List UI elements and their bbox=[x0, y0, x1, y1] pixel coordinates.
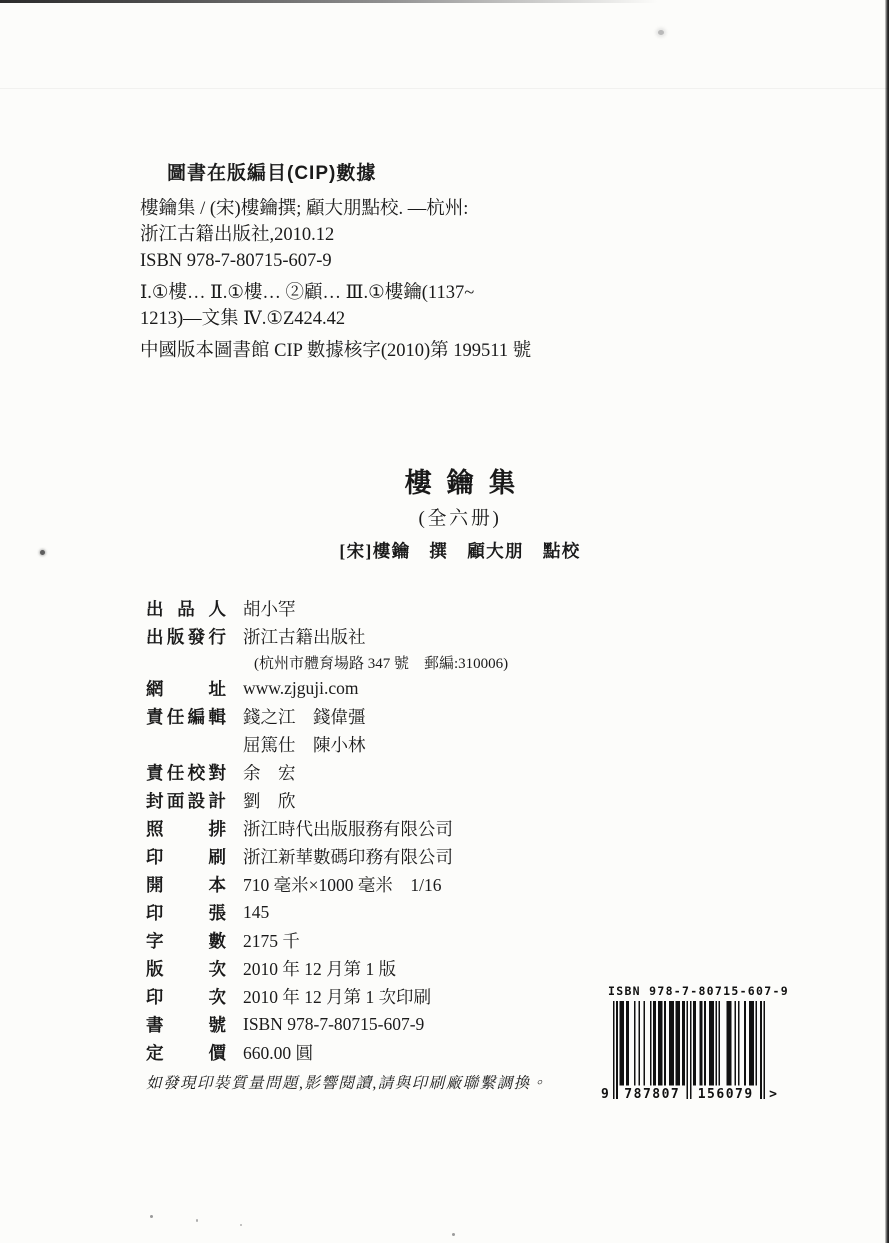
scan-dot bbox=[658, 30, 664, 35]
row-label: 定價 bbox=[146, 1042, 226, 1063]
barcode-isbn-label: ISBN 978-7-80715-607-9 bbox=[608, 984, 789, 998]
row-label: 印次 bbox=[146, 986, 226, 1007]
row-value: 145 bbox=[243, 901, 270, 922]
title-block bbox=[100, 468, 820, 562]
scan-dot bbox=[452, 1233, 455, 1236]
colophon-row bbox=[146, 594, 706, 622]
cip-heading: 圖書在版編目(CIP)數據 bbox=[167, 163, 377, 184]
barcode-digit-group: 787807 bbox=[624, 1087, 681, 1102]
row-value: 浙江古籍出版社 bbox=[243, 626, 366, 647]
row-value: www.zjguji.com bbox=[243, 677, 359, 698]
colophon-row bbox=[146, 702, 706, 730]
row-value: 2010 年 12 月第 1 版 bbox=[243, 958, 397, 979]
cip-line: 浙江古籍出版社,2010.12 bbox=[140, 225, 335, 245]
row-label: 開本 bbox=[146, 874, 226, 895]
colophon-row bbox=[146, 926, 706, 954]
scan-top-edge-line bbox=[0, 0, 658, 3]
row-label: 版次 bbox=[146, 958, 226, 979]
row-value: 2010 年 12 月第 1 次印刷 bbox=[243, 986, 432, 1007]
row-value: 2175 千 bbox=[243, 930, 300, 951]
barcode-bars bbox=[613, 1001, 765, 1099]
cip-line: Ⅰ.①樓… Ⅱ.①樓… ②顧… Ⅲ.①樓鑰(1137~ bbox=[140, 283, 475, 303]
quality-note: 如發現印裝質量問題,影響閱讀,請與印刷廠聯繫調換。 bbox=[146, 1075, 548, 1092]
colophon-row-continuation bbox=[146, 730, 706, 758]
cip-line: ISBN 978-7-80715-607-9 bbox=[140, 251, 332, 271]
row-value: 浙江新華數碼印務有限公司 bbox=[243, 846, 453, 867]
cip-line: 樓鑰集 / (宋)樓鑰撰; 顧大朋點校. —杭州: bbox=[140, 199, 469, 219]
colophon-row bbox=[146, 954, 706, 982]
volume-note: (全六册) bbox=[418, 508, 502, 529]
scan-right-edge-line bbox=[885, 0, 889, 1243]
barcode bbox=[600, 984, 789, 1102]
barcode-bars-wrap bbox=[601, 1001, 777, 1102]
cip-classification bbox=[140, 280, 670, 332]
row-value: ISBN 978-7-80715-607-9 bbox=[243, 1013, 425, 1034]
scan-dot bbox=[196, 1219, 198, 1222]
cip-registry bbox=[140, 338, 670, 364]
cip-line: 1213)—文集 Ⅳ.①Z424.42 bbox=[140, 309, 346, 329]
row-value: 胡小罕 bbox=[243, 598, 296, 619]
scan-faint-band bbox=[0, 88, 889, 89]
row-label: 責任校對 bbox=[146, 762, 226, 783]
colophon-row bbox=[146, 842, 706, 870]
author-line: [宋]樓鑰 撰 顧大朋 點校 bbox=[339, 541, 581, 561]
scan-dot bbox=[240, 1224, 242, 1226]
book-title: 樓鑰集 bbox=[404, 468, 531, 498]
colophon-row bbox=[146, 622, 706, 650]
row-label: 印張 bbox=[146, 902, 226, 923]
colophon-row bbox=[146, 758, 706, 786]
row-value: 錢之江 錢偉彊 bbox=[243, 706, 366, 727]
row-label: 封面設計 bbox=[146, 790, 226, 811]
row-value: 660.00 圓 bbox=[243, 1042, 313, 1063]
colophon-row bbox=[146, 814, 706, 842]
row-value: 余 宏 bbox=[243, 762, 296, 783]
row-value: 屈篤仕 陳小林 bbox=[243, 734, 366, 755]
colophon-row bbox=[146, 898, 706, 926]
barcode-right-mark: > bbox=[769, 1087, 777, 1102]
barcode-digit-lead: 9 bbox=[601, 1087, 609, 1102]
colophon-row bbox=[146, 674, 706, 702]
row-label: 字數 bbox=[146, 930, 226, 951]
cip-citation bbox=[140, 196, 670, 274]
row-label: 責任編輯 bbox=[146, 706, 226, 727]
colophon-row bbox=[146, 870, 706, 898]
scan-dot bbox=[150, 1215, 153, 1218]
cip-block bbox=[140, 162, 670, 364]
row-label: 網址 bbox=[146, 678, 226, 699]
colophon-row bbox=[146, 786, 706, 814]
cip-line: 中國版本圖書館 CIP 數據核字(2010)第 199511 號 bbox=[140, 341, 532, 361]
colophon-row-continuation bbox=[146, 650, 706, 674]
publisher-address: (杭州市體育場路 347 號 郵編:310006) bbox=[254, 655, 509, 672]
scan-dot bbox=[40, 550, 45, 555]
row-label: 照排 bbox=[146, 818, 226, 839]
row-value: 浙江時代出版服務有限公司 bbox=[243, 818, 453, 839]
barcode-digits bbox=[601, 1087, 777, 1102]
row-label: 書號 bbox=[146, 1014, 226, 1035]
row-label: 出品人 bbox=[146, 598, 226, 619]
row-label: 印刷 bbox=[146, 846, 226, 867]
barcode-digit-group: 156079 bbox=[697, 1087, 754, 1102]
row-label: 出版發行 bbox=[146, 626, 226, 647]
row-value: 710 毫米×1000 毫米 1/16 bbox=[243, 874, 442, 895]
row-value: 劉 欣 bbox=[243, 790, 296, 811]
